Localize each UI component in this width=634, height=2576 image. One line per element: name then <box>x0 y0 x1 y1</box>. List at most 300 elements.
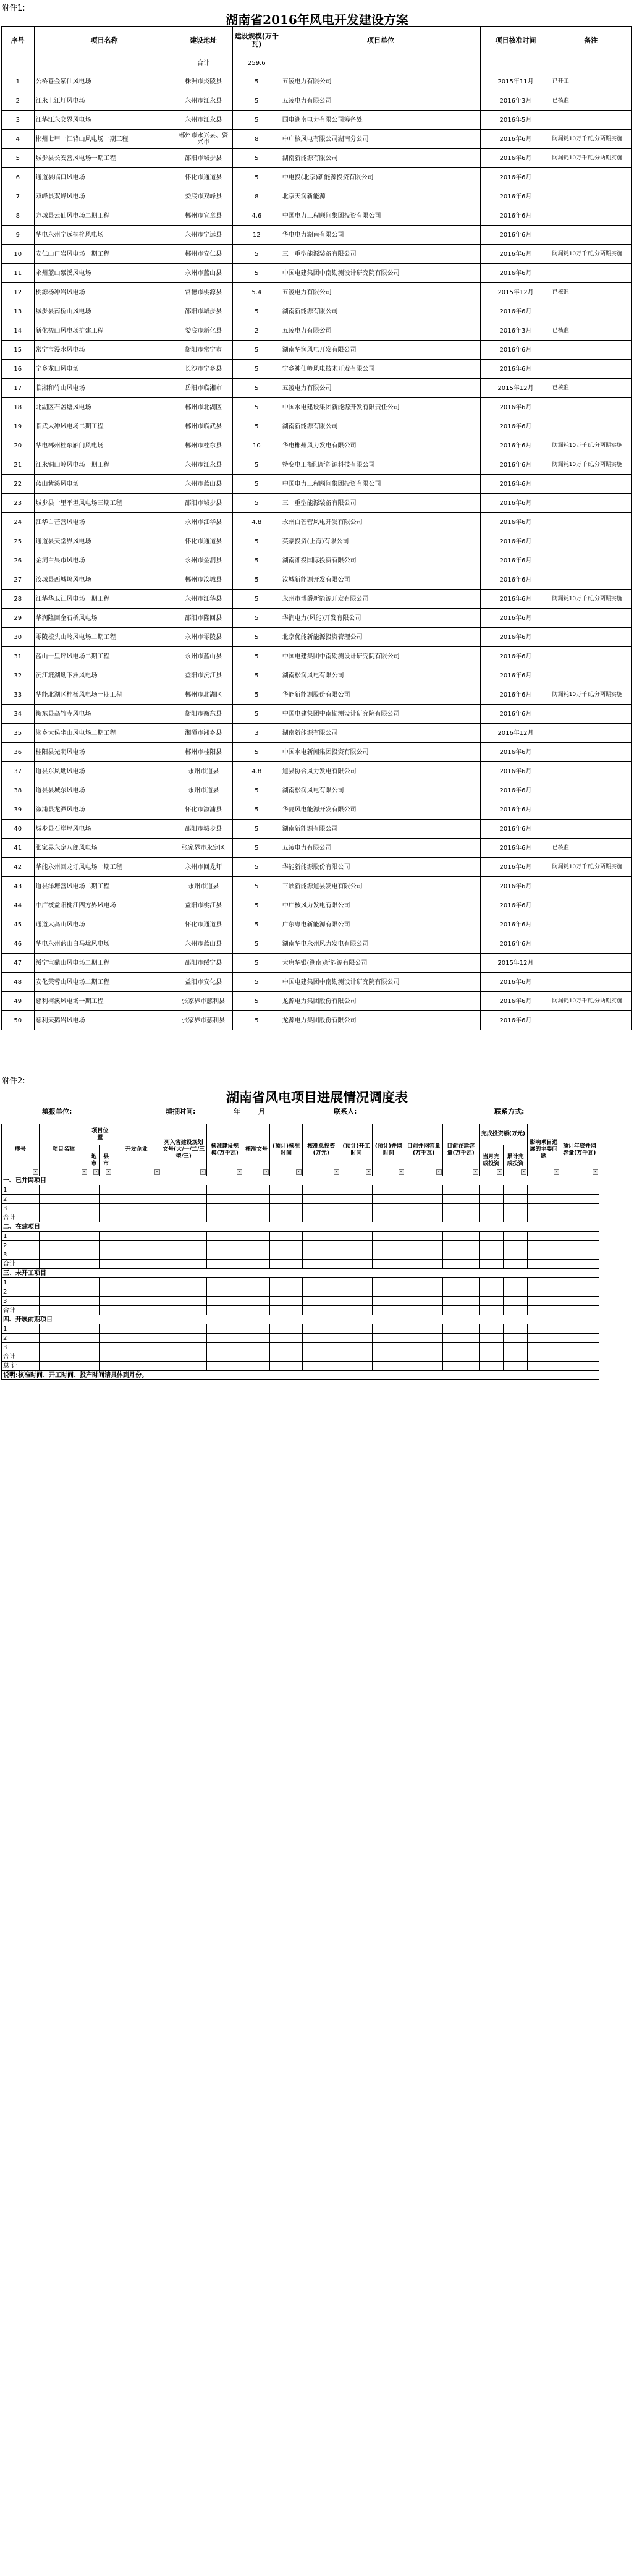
remark: 已开工 <box>551 72 631 91</box>
approve-time: 2016年3月 <box>481 91 551 111</box>
company: 华润电力(风能)开发有限公司 <box>281 609 481 628</box>
row-no: 20 <box>2 436 35 455</box>
project-name: 安仁山口岩风电场一期工程 <box>34 245 174 264</box>
approve-time: 2016年6月 <box>481 666 551 685</box>
table-row <box>2 72 632 91</box>
company: 中国电建集团中南勘测设计研究院有限公司 <box>281 973 481 992</box>
table-row <box>2 417 632 436</box>
project-name: 蓝山十里坪风电场二期工程 <box>34 647 174 666</box>
table-row <box>2 532 632 551</box>
table-row <box>2 302 632 321</box>
remark <box>551 360 631 379</box>
row-no: 32 <box>2 666 35 685</box>
filter-dropdown-icon[interactable]: ▾ <box>237 1169 242 1175</box>
row-no: 47 <box>2 954 35 973</box>
company: 湖南新能源有限公司 <box>281 302 481 321</box>
row-no: 1 <box>2 72 35 91</box>
schedule-row <box>2 1343 599 1352</box>
remark <box>551 915 631 934</box>
scale: 5 <box>232 379 281 398</box>
filter-dropdown-icon[interactable]: ▾ <box>521 1169 526 1175</box>
h2-invest-month: 当月完成投资 ▾ <box>479 1145 503 1176</box>
approve-time: 2016年6月 <box>481 149 551 168</box>
scale: 4.8 <box>232 762 281 781</box>
schedule-row <box>2 1324 599 1334</box>
attachment-1-label: 附件1: <box>1 4 25 13</box>
footnote-row <box>2 1371 599 1380</box>
company: 华电郴州风力发电有限公司 <box>281 436 481 455</box>
row-no: 18 <box>2 398 35 417</box>
project-name: 华能北湖区桂杨风电场一期工程 <box>34 685 174 705</box>
approve-time: 2016年6月 <box>481 973 551 992</box>
project-name: 北湖区石盖塘风电场 <box>34 398 174 417</box>
company: 华电电力湖南有限公司 <box>281 226 481 245</box>
row-no: 31 <box>2 647 35 666</box>
approve-time: 2015年11月 <box>481 72 551 91</box>
approve-time: 2016年6月 <box>481 168 551 187</box>
scale: 5 <box>232 800 281 820</box>
remark <box>551 647 631 666</box>
project-name: 溆浦县龙潭风电场 <box>34 800 174 820</box>
remark <box>551 820 631 839</box>
col-header-scale: 建设规模(万千瓦) <box>232 27 281 54</box>
row-label: 二、在建项目 <box>2 1222 599 1232</box>
approve-time: 2016年6月 <box>481 896 551 915</box>
filter-dropdown-icon[interactable]: ▾ <box>263 1169 269 1175</box>
filter-dropdown-icon[interactable]: ▾ <box>436 1169 442 1175</box>
h2-invest-done: 完成投资额(万元) <box>479 1124 528 1145</box>
scale: 12 <box>232 226 281 245</box>
company: 华能新能源股份有限公司 <box>281 685 481 705</box>
filter-dropdown-icon[interactable]: ▾ <box>296 1169 302 1175</box>
table-row <box>2 762 632 781</box>
scale: 5 <box>232 417 281 436</box>
scale: 5 <box>232 494 281 513</box>
h2-company: 开发企业 ▾ <box>112 1124 161 1176</box>
scale: 10 <box>232 436 281 455</box>
project-name: 双峰县双峰风电场 <box>34 187 174 206</box>
scale: 5 <box>232 973 281 992</box>
approve-time: 2016年6月 <box>481 360 551 379</box>
row-label: 总 计 <box>2 1362 40 1371</box>
scale: 5 <box>232 72 281 91</box>
total-label: 合计 <box>174 54 233 72</box>
location: 永州市江华县 <box>174 513 233 532</box>
project-name: 城步县石崖坪风电场 <box>34 820 174 839</box>
filter-dropdown-icon[interactable]: ▾ <box>497 1169 502 1175</box>
row-label: 2 <box>2 1241 40 1250</box>
approve-time: 2016年6月 <box>481 264 551 283</box>
table-row <box>2 379 632 398</box>
scale: 5 <box>232 628 281 647</box>
approve-time: 2016年6月 <box>481 302 551 321</box>
approve-time: 2016年6月 <box>481 858 551 877</box>
remark: 防漏耗10万千瓦,分两期实施 <box>551 149 631 168</box>
table-row <box>2 226 632 245</box>
filter-dropdown-icon[interactable]: ▾ <box>154 1169 160 1175</box>
company: 龙源电力集团股份有限公司 <box>281 1011 481 1030</box>
project-name: 江永上江圩风电场 <box>34 91 174 111</box>
approve-time: 2016年6月 <box>481 934 551 954</box>
project-name: 新化槎山风电场扩建工程 <box>34 321 174 341</box>
location: 长沙市宁乡县 <box>174 360 233 379</box>
row-no: 39 <box>2 800 35 820</box>
table-row <box>2 187 632 206</box>
approve-time: 2016年6月 <box>481 398 551 417</box>
h2-city: 地市 ▾ <box>88 1145 100 1176</box>
company: 中广核风电有限公司湖南分公司 <box>281 130 481 149</box>
schedule-row <box>2 1195 599 1204</box>
row-no: 48 <box>2 973 35 992</box>
row-no: 9 <box>2 226 35 245</box>
scale: 5 <box>232 1011 281 1030</box>
scale: 5 <box>232 551 281 570</box>
table-row <box>2 896 632 915</box>
table-row <box>2 934 632 954</box>
remark: 防漏耗10万千瓦,分两期实施 <box>551 130 631 149</box>
h2-remain-cap: 目前在建容量(万千瓦) ▾ <box>442 1124 479 1176</box>
table-row <box>2 245 632 264</box>
filter-dropdown-icon[interactable]: ▾ <box>33 1169 38 1175</box>
company: 国电湖南电力有限公司筹备处 <box>281 111 481 130</box>
h2-grid-time: (预计)并网时间 ▾ <box>373 1124 405 1176</box>
table-row <box>2 743 632 762</box>
remark <box>551 954 631 973</box>
page-title: 湖南省2016年风电开发建设方案 <box>226 12 408 27</box>
h2-next-year: 预计年底并网容量(万千瓦) ▾ <box>560 1124 599 1176</box>
company: 五凌电力有限公司 <box>281 321 481 341</box>
remark <box>551 341 631 360</box>
company: 龙源电力集团股份有限公司 <box>281 992 481 1011</box>
scale: 5 <box>232 360 281 379</box>
project-name: 江华江永交界风电场 <box>34 111 174 130</box>
table-row <box>2 341 632 360</box>
project-name: 通道大高山风电场 <box>34 915 174 934</box>
approve-time: 2015年12月 <box>481 379 551 398</box>
approve-time: 2016年6月 <box>481 762 551 781</box>
row-no: 23 <box>2 494 35 513</box>
row-no: 15 <box>2 341 35 360</box>
approve-time: 2016年6月 <box>481 187 551 206</box>
location: 永州市回龙圩 <box>174 858 233 877</box>
scale: 5 <box>232 934 281 954</box>
location: 娄底市双峰县 <box>174 187 233 206</box>
project-name: 常宁市漫水风电场 <box>34 341 174 360</box>
table-row <box>2 877 632 896</box>
company: 五凌电力有限公司 <box>281 379 481 398</box>
location: 益阳市安化县 <box>174 973 233 992</box>
row-no: 42 <box>2 858 35 877</box>
row-label: 四、开展前期项目 <box>2 1315 599 1324</box>
location: 怀化市溆浦县 <box>174 800 233 820</box>
scale: 5 <box>232 302 281 321</box>
filter-dropdown-icon[interactable]: ▾ <box>473 1169 478 1175</box>
scale: 5 <box>232 954 281 973</box>
location: 株洲市炎陵县 <box>174 72 233 91</box>
h2-no: 序号 ▾ <box>2 1124 40 1176</box>
company: 中电投(北京)新能源投资有限公司 <box>281 168 481 187</box>
remark <box>551 666 631 685</box>
location: 邵阳市城步县 <box>174 149 233 168</box>
schedule-row <box>2 1250 599 1260</box>
remark <box>551 628 631 647</box>
h2-county: 县市 ▾ <box>100 1145 112 1176</box>
row-no: 30 <box>2 628 35 647</box>
row-label: 1 <box>2 1278 40 1287</box>
col-header-approve-time: 项目核准时间 <box>481 27 551 54</box>
location: 邵阳市城步县 <box>174 302 233 321</box>
project-name: 城步县十里平坦风电场三期工程 <box>34 494 174 513</box>
schedule-row <box>2 1213 599 1222</box>
scale: 5 <box>232 609 281 628</box>
location: 怀化市通道县 <box>174 915 233 934</box>
remark: 防漏耗10万千瓦,分两期实施 <box>551 436 631 455</box>
filter-dropdown-icon[interactable]: ▾ <box>82 1169 87 1175</box>
location: 邵阳市城步县 <box>174 494 233 513</box>
filter-dropdown-icon[interactable]: ▾ <box>334 1169 339 1175</box>
remark <box>551 877 631 896</box>
scale: 5 <box>232 264 281 283</box>
row-label: 合计 <box>2 1213 40 1222</box>
scale: 5 <box>232 858 281 877</box>
remark: 防漏耗10万千瓦,分两期实施 <box>551 992 631 1011</box>
location: 怀化市通道县 <box>174 168 233 187</box>
project-name: 道县县城东风电场 <box>34 781 174 800</box>
company: 中国水电建设集团新能源开发有限责任公司 <box>281 398 481 417</box>
location: 永州市道县 <box>174 877 233 896</box>
remark <box>551 206 631 226</box>
table-row <box>2 455 632 475</box>
table-row <box>2 206 632 226</box>
remark <box>551 724 631 743</box>
project-name: 零陵梳头山岭风电场二期工程 <box>34 628 174 647</box>
col-header-remark: 备注 <box>551 27 631 54</box>
company: 中国电力工程顾问集团投资有限公司 <box>281 475 481 494</box>
remark <box>551 187 631 206</box>
project-name: 蓝山紫溪风电场 <box>34 475 174 494</box>
project-name: 通道县天堂界风电场 <box>34 532 174 551</box>
table-row <box>2 954 632 973</box>
approve-time: 2016年6月 <box>481 915 551 934</box>
schedule-row <box>2 1306 599 1315</box>
table-row <box>2 494 632 513</box>
row-no: 43 <box>2 877 35 896</box>
location: 邵阳市绥宁县 <box>174 954 233 973</box>
approve-time: 2016年6月 <box>481 820 551 839</box>
row-no: 5 <box>2 149 35 168</box>
col-header-name: 项目名称 <box>34 27 174 54</box>
approve-time: 2016年6月 <box>481 341 551 360</box>
row-label: 一、已并网项目 <box>2 1176 599 1185</box>
approve-time: 2016年6月 <box>481 475 551 494</box>
table-row <box>2 91 632 111</box>
location: 湘潭市湘乡县 <box>174 724 233 743</box>
scale: 5 <box>232 570 281 590</box>
remark <box>551 973 631 992</box>
row-no: 11 <box>2 264 35 283</box>
company: 三一重型能源装备有限公司 <box>281 494 481 513</box>
h2-location: 项目位置 <box>88 1124 112 1145</box>
filter-dropdown-icon[interactable]: ▾ <box>93 1169 99 1175</box>
scale: 5 <box>232 820 281 839</box>
project-name: 江华华卫江风电场一期工程 <box>34 590 174 609</box>
row-no: 21 <box>2 455 35 475</box>
scale: 5 <box>232 590 281 609</box>
location: 永州市金洞县 <box>174 551 233 570</box>
approve-time: 2015年12月 <box>481 954 551 973</box>
row-label: 2 <box>2 1334 40 1343</box>
project-name: 绥宁宝鼎山风电场二期工程 <box>34 954 174 973</box>
row-no: 14 <box>2 321 35 341</box>
remark: 已核准 <box>551 321 631 341</box>
footnote: 说明:核准时间、开工时间、投产时间请具体到月份。 <box>2 1371 599 1380</box>
h2-obstacle: 影响项目进展的主要问题 ▾ <box>528 1124 560 1176</box>
approve-time: 2016年6月 <box>481 839 551 858</box>
approve-time: 2016年6月 <box>481 570 551 590</box>
row-no: 50 <box>2 1011 35 1030</box>
row-label: 1 <box>2 1185 40 1195</box>
remark <box>551 570 631 590</box>
project-name: 华润隆回金石桥风电场 <box>34 609 174 628</box>
company: 汝城新能源开发有限公司 <box>281 570 481 590</box>
scale: 3 <box>232 724 281 743</box>
filter-dropdown-icon[interactable]: ▾ <box>593 1169 598 1175</box>
company: 湖南松润风电有限公司 <box>281 666 481 685</box>
approve-time: 2016年12月 <box>481 724 551 743</box>
scale: 5 <box>232 532 281 551</box>
remark <box>551 934 631 954</box>
scale: 5 <box>232 398 281 417</box>
row-no: 22 <box>2 475 35 494</box>
approve-time: 2016年6月 <box>481 590 551 609</box>
remark <box>551 551 631 570</box>
company: 中广核风力发电有限公司 <box>281 896 481 915</box>
schedule-row <box>2 1232 599 1241</box>
location: 邵阳市城步县 <box>174 820 233 839</box>
company: 北京天润新能源 <box>281 187 481 206</box>
row-label: 3 <box>2 1343 40 1352</box>
project-name: 公桥巷金紫仙风电场 <box>34 72 174 91</box>
location: 永州市道县 <box>174 762 233 781</box>
company: 道县协合风力发电有限公司 <box>281 762 481 781</box>
location: 永州市零陵县 <box>174 628 233 647</box>
location: 郴州市桂阳县 <box>174 743 233 762</box>
location: 永州市宁远县 <box>174 226 233 245</box>
project-name: 桂阳县光明风电场 <box>34 743 174 762</box>
col-header-company: 项目单位 <box>281 27 481 54</box>
schedule-row <box>2 1241 599 1250</box>
filter-dropdown-icon[interactable]: ▾ <box>106 1169 111 1175</box>
row-no: 33 <box>2 685 35 705</box>
location: 常德市桃源县 <box>174 283 233 302</box>
row-no: 2 <box>2 91 35 111</box>
meta-year: 年 <box>234 1108 240 1116</box>
wind-plan-table <box>1 26 632 1030</box>
row-no: 16 <box>2 360 35 379</box>
h2-grid-cap: 目前并网容量(万千瓦) ▾ <box>405 1124 442 1176</box>
row-no: 6 <box>2 168 35 187</box>
schedule-row <box>2 1334 599 1343</box>
approve-time: 2016年6月 <box>481 130 551 149</box>
filter-dropdown-icon[interactable]: ▾ <box>200 1169 206 1175</box>
table-row <box>2 724 632 743</box>
row-label: 三、未开工项目 <box>2 1269 599 1278</box>
remark <box>551 264 631 283</box>
project-name: 慈利天鹅岩风电场 <box>34 1011 174 1030</box>
company: 五凌电力有限公司 <box>281 72 481 91</box>
project-name: 华能永州回龙圩风电场一期工程 <box>34 858 174 877</box>
scale: 2 <box>232 321 281 341</box>
project-name: 方城县云仙风电场二期工程 <box>34 206 174 226</box>
scale: 8 <box>232 130 281 149</box>
filter-dropdown-icon[interactable]: ▾ <box>366 1169 371 1175</box>
project-name: 道县东风坳风电场 <box>34 762 174 781</box>
scale: 5 <box>232 743 281 762</box>
filter-dropdown-icon[interactable]: ▾ <box>554 1169 559 1175</box>
col-header-location: 建设地址 <box>174 27 233 54</box>
location: 永州市江永县 <box>174 455 233 475</box>
remark <box>551 513 631 532</box>
row-no: 24 <box>2 513 35 532</box>
filter-dropdown-icon[interactable]: ▾ <box>399 1169 404 1175</box>
table-row <box>2 513 632 532</box>
table-row <box>2 609 632 628</box>
company: 中国电力工程顾问集团投资有限公司 <box>281 206 481 226</box>
schedule-row <box>2 1185 599 1195</box>
location: 益阳市沅江县 <box>174 666 233 685</box>
location: 郴州市北湖区 <box>174 398 233 417</box>
remark: 已核准 <box>551 283 631 302</box>
project-name: 华电郴州桂东雁门风电场 <box>34 436 174 455</box>
scale: 5 <box>232 685 281 705</box>
table-row <box>2 1011 632 1030</box>
remark <box>551 896 631 915</box>
section-header-row <box>2 1176 599 1185</box>
meta-phone: 联系方式: <box>494 1108 525 1116</box>
row-label: 合计 <box>2 1306 40 1315</box>
meta-time: 填报时间: <box>166 1108 196 1116</box>
location: 郴州市安仁县 <box>174 245 233 264</box>
table-row <box>2 360 632 379</box>
scale: 5 <box>232 877 281 896</box>
scale: 5.4 <box>232 283 281 302</box>
location: 郴州市永兴县、资兴市 <box>174 130 233 149</box>
location: 衡阳市常宁市 <box>174 341 233 360</box>
project-name: 安化芙蓉山风电场二期工程 <box>34 973 174 992</box>
scale: 5 <box>232 245 281 264</box>
project-name: 临湘和竹山风电场 <box>34 379 174 398</box>
location: 永州市蓝山县 <box>174 934 233 954</box>
row-no: 10 <box>2 245 35 264</box>
table-row <box>2 839 632 858</box>
company: 湖南松润风电有限公司 <box>281 781 481 800</box>
scale: 5 <box>232 666 281 685</box>
scale: 5 <box>232 475 281 494</box>
grand-total-row <box>2 1362 599 1371</box>
schedule-row <box>2 1204 599 1213</box>
location: 永州市江永县 <box>174 91 233 111</box>
schedule-row <box>2 1260 599 1269</box>
approve-time: 2016年6月 <box>481 1011 551 1030</box>
approve-time: 2016年6月 <box>481 628 551 647</box>
remark <box>551 494 631 513</box>
row-no: 46 <box>2 934 35 954</box>
remark <box>551 417 631 436</box>
location: 郴州市北湖区 <box>174 685 233 705</box>
scale: 5 <box>232 705 281 724</box>
scale: 8 <box>232 187 281 206</box>
schedule-row <box>2 1297 599 1306</box>
